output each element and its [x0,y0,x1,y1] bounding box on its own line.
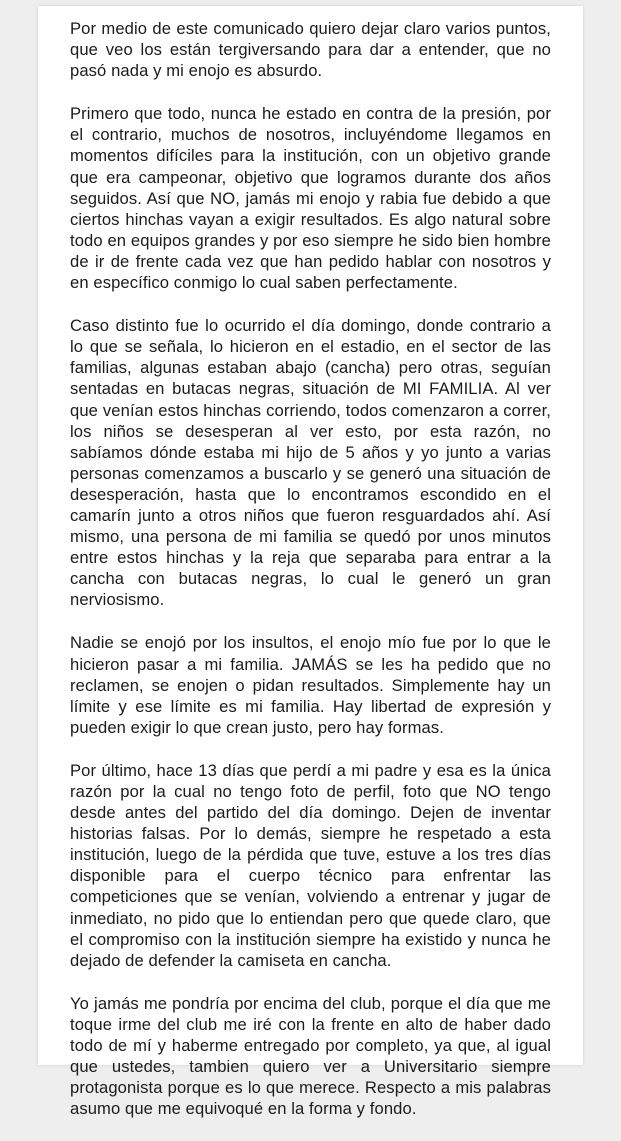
paragraph-5: Por último, hace 13 días que perdí a mi padre y esa es la única razón por la cual no tengo foto de perfil, foto que NO tengo desde antes del partido del día domingo. Dejen de inventar historias falsas. Por lo demás, siempre he respetado a esta institución, luego de la pérdida que tuve, estuve a los tres días disponible para el cuerpo técnico para enfrentar las competiciones que se venían, volviendo a entrenar y jugar de inmediato, no pido que lo entiendan pero que quede claro, que el compromiso con la institución siempre ha existido y nunca he dejado de defender la camiseta en cancha. [70,760,551,970]
statement-page [38,6,583,1119]
statement-text [70,18,551,1141]
paragraph-1: Por medio de este comunicado quiero dejar claro varios puntos, que veo los están tergiversando para dar a entender, que no pasó nada y mi enojo es absurdo. [70,19,551,81]
paragraph-4: Nadie se enojó por los insultos, el enojo mío fue por lo que le hicieron pasar a mi familia. JAMÁS se les ha pedido que no reclamen, se enojen o pidan resultados. Simplemente hay un límite y ese límite es mi familia. Hay libertad de expresión y pueden exigir lo que crean justo, pero hay formas. [70,633,551,737]
paragraph-6: Yo jamás me pondría por encima del club, porque el día que me toque irme del club me iré con la frente en alto de haber dado todo de mí y haberme entregado por completo, ya que, al igual que ustedes, tambien quiero ver a Universitario siempre protagonista porque es lo que merece. Respecto a mis palabras asumo que me equivoqué en la forma y fondo. [70,993,551,1119]
paragraph-3: Caso distinto fue lo ocurrido el día domingo, donde contrario a lo que se señala, lo hicieron en el estadio, en el sector de las familias, algunas estaban abajo (cancha) pero otras, seguían sentadas en butacas negras, situación de MI FAMILIA. Al ver que venían estos hinchas corriendo, todos comenzaron a correr, los niños se desesperan al ver esto, por esta razón, no sabíamos dónde estaba mi hijo de 5 años y yo junto a varias personas comenzamos a buscarlo y se generó una situación de desesperación, hasta que lo encontramos escondido en el camarín junto a otros niños que fueron resguardados ahí. Así mismo, una persona de mi familia se quedó por unos minutos entre estos hinchas y la reja que separaba para entrar a la cancha con butacas negras, lo cual le generó un gran nerviosismo. [70,316,551,610]
paragraph-2: Primero que todo, nunca he estado en contra de la presión, por el contrario, muchos de nosotros, incluyéndome llegamos en momentos difíciles para la institución, con un objetivo grande que era campeonar, objetivo que logramos durante dos años seguidos. Así que NO, jamás mi enojo y rabia fue debido a que ciertos hinchas vayan a exigir resultados. Es algo natural sobre todo en equipos grandes y por eso siempre he sido bien hombre de ir de frente cada vez que han pedido hablar con nosotros y en específico conmigo lo cual saben perfectamente. [70,104,551,293]
